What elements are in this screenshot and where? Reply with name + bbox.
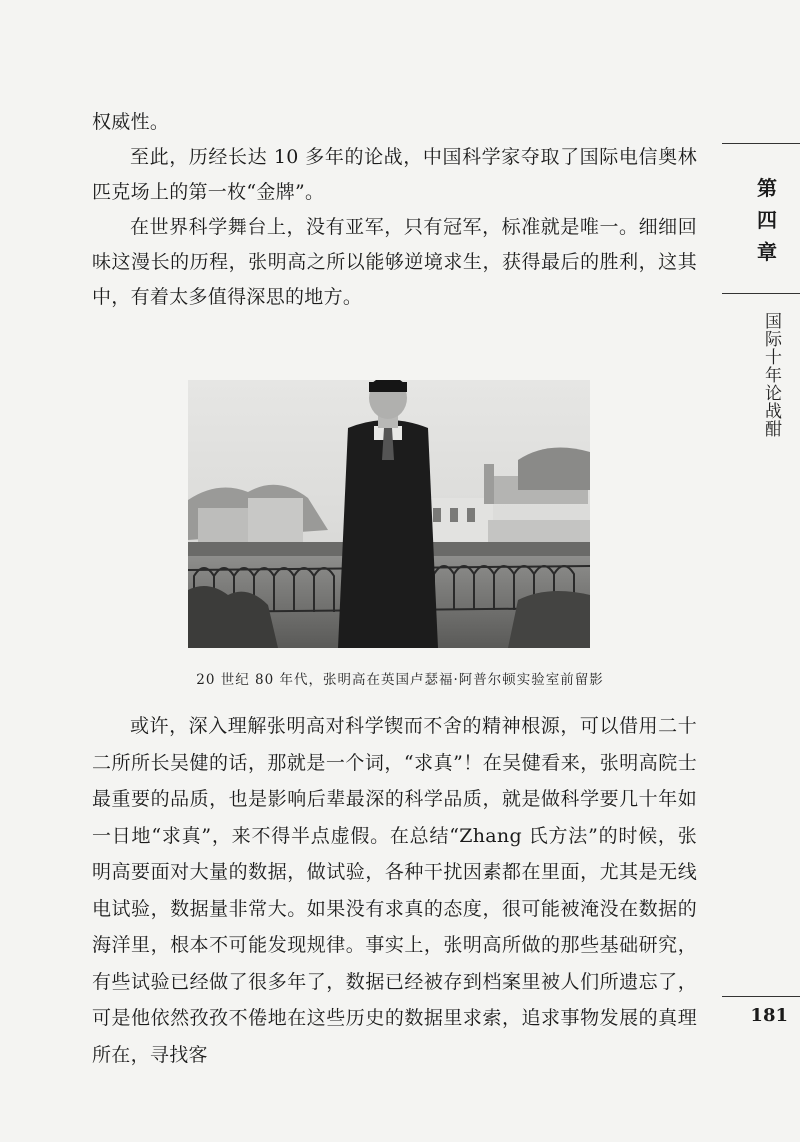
photo-illustration [188, 380, 590, 648]
chapter-char: 章 [757, 240, 777, 264]
margin-divider [722, 143, 800, 144]
paragraph: 或许，深入理解张明高对科学锲而不舍的精神根源，可以借用二十二所所长吴健的话，那就是一个词，“求真”！在吴健看来，张明高院士最重要的品质，也是影响后辈最深的科学品质，就是做科学要几十年如一日地“求真”，来不得半点虚假。在总结“Zhang 氏方法”的时候，张明高要面对大量的数据，做试验，各种干扰因素都在里面，尤其是无线电试验，数据量非常大。如果没有求真的态度，很可能被淹没在数据的海洋里，根本不可能发现规律。事实上，张明高所做的那些基础研究，有些试验已经做了很多年了，数据已经被存到档案里被人们所遗忘了，可是他依然孜孜不倦地在这些历史的数据里求索，追求事物发展的真理所在，寻找客 [92, 715, 697, 1066]
section-title: 国际十年论战酣 [761, 312, 781, 438]
historical-photo [188, 380, 590, 648]
paragraph: 在世界科学舞台上，没有亚军，只有冠军，标准就是唯一。细细回味这漫长的历程，张明高之所以能够逆境求生，获得最后的胜利，这其中，有着太多值得深思的地方。 [92, 216, 697, 308]
chapter-char: 第 [757, 176, 777, 200]
page-number: 181 [750, 1005, 788, 1026]
chapter-label [752, 172, 782, 268]
margin-divider [722, 293, 800, 294]
paragraph: 至此，历经长达 10 多年的论战，中国科学家夺取了国际电信奥林匹克场上的第一枚“金牌”。 [92, 146, 697, 203]
chapter-char: 四 [757, 208, 777, 232]
photo-caption: 20 世纪 80 年代，张明高在英国卢瑟福·阿普尔顿实验室前留影 [196, 672, 604, 688]
paragraph: 权威性。 [92, 111, 170, 133]
margin-divider [722, 996, 800, 997]
